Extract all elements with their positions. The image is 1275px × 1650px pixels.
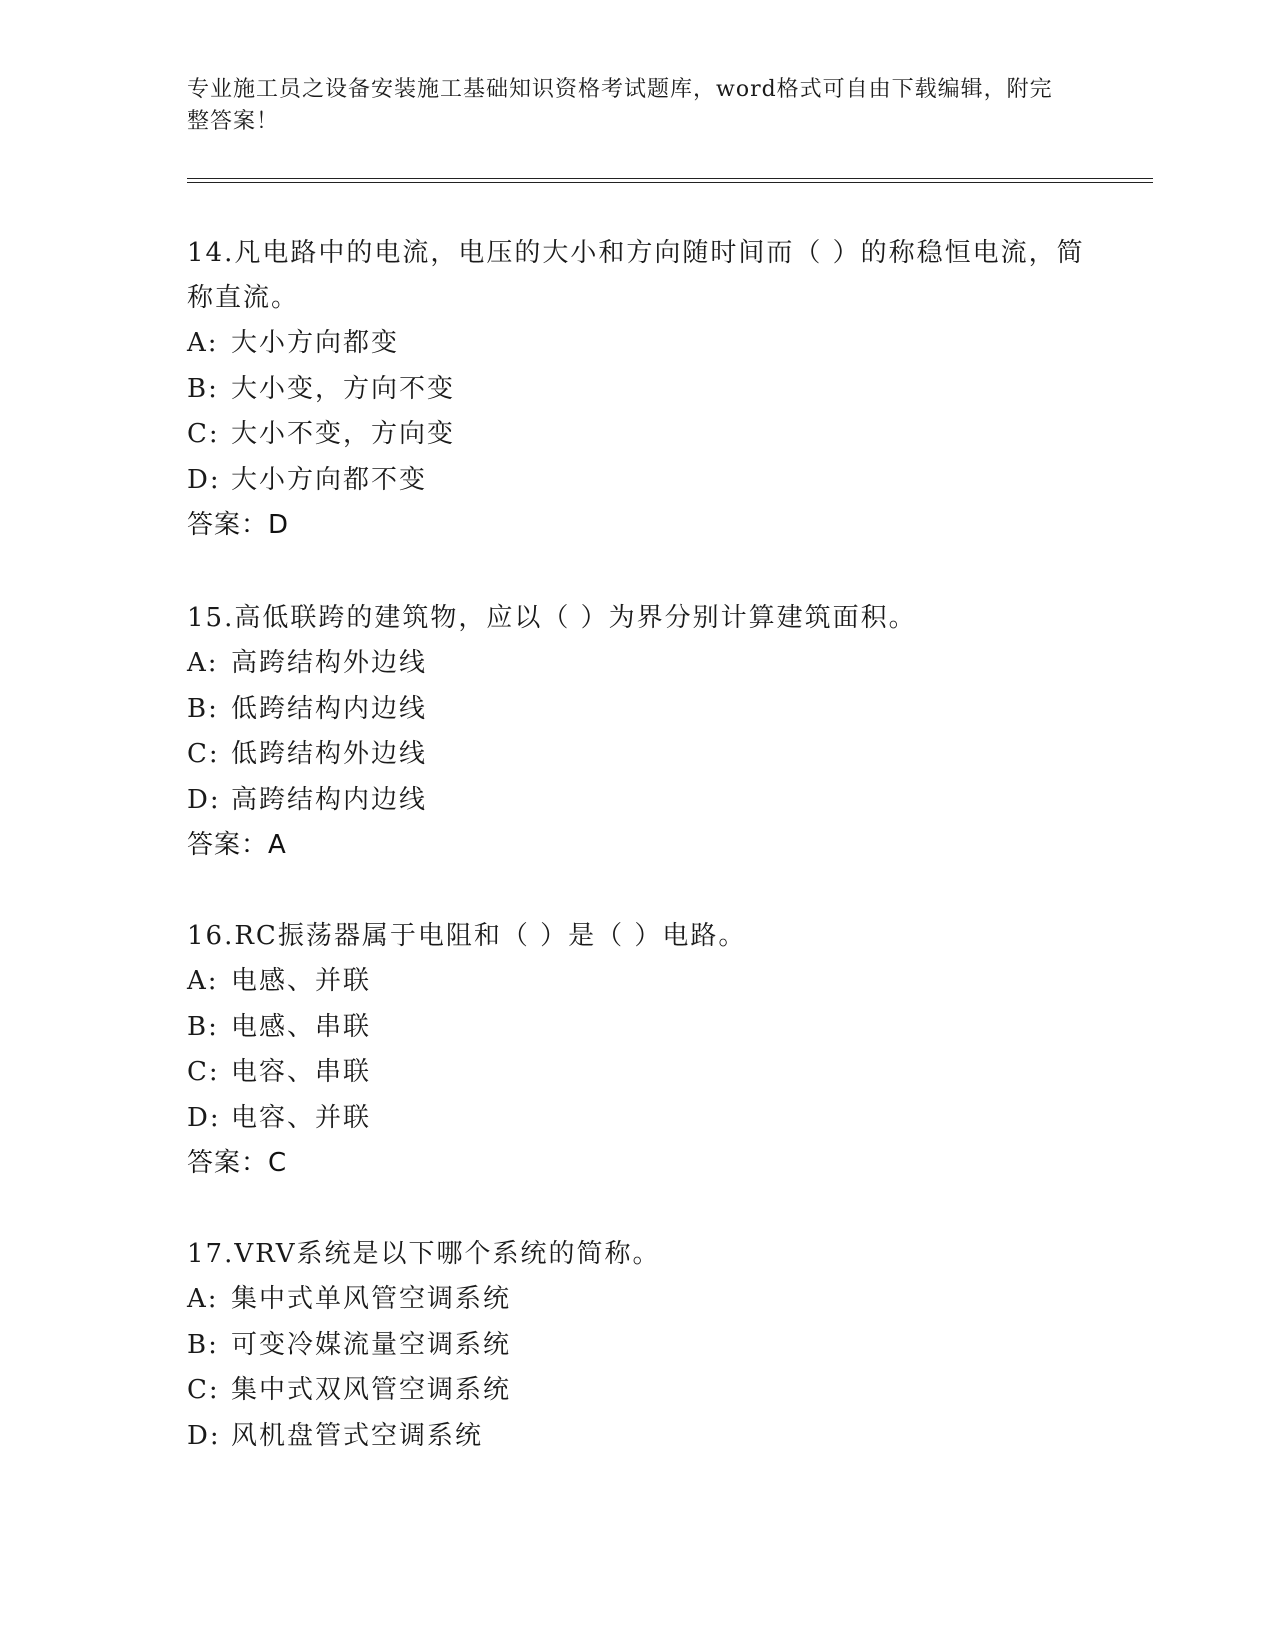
option-a <box>187 321 1087 367</box>
option-b <box>187 1005 1087 1051</box>
option-key: B: <box>187 373 219 404</box>
option-key: A: <box>187 328 219 358</box>
option-text: 低跨结构外边线 <box>231 739 428 769</box>
option-text: 高跨结构内边线 <box>231 784 428 815</box>
answer-line: 答案：D <box>187 510 290 540</box>
option-text: 集中式双风管空调系统 <box>231 1375 512 1405</box>
question-15 <box>187 596 1087 868</box>
option-key: A: <box>187 648 219 678</box>
option-c <box>187 732 1087 778</box>
option-text: 大小不变，方向变 <box>231 419 456 449</box>
option-key: C: <box>187 1057 220 1087</box>
option-text: 大小方向都变 <box>231 328 400 358</box>
option-key: A: <box>187 1284 219 1314</box>
option-text: 大小变，方向不变 <box>231 373 456 404</box>
answer-line: 答案：A <box>187 830 287 860</box>
option-key: D: <box>187 464 221 495</box>
question-17 <box>187 1232 1087 1459</box>
option-key: A: <box>187 966 219 996</box>
option-key: C: <box>187 1375 220 1405</box>
option-text: 可变冷媒流量空调系统 <box>231 1329 512 1360</box>
option-a <box>187 959 1087 1005</box>
option-d <box>187 1096 1087 1142</box>
option-text: 电感、并联 <box>231 966 372 996</box>
option-key: B: <box>187 693 219 724</box>
document-header: 专业施工员之设备安装施工基础知识资格考试题库，word格式可自由下载编辑，附完整答案！ <box>187 77 1053 134</box>
option-c <box>187 412 1087 458</box>
option-a <box>187 641 1087 687</box>
option-b <box>187 367 1087 413</box>
option-b <box>187 1323 1087 1369</box>
question-stem: 15.高低联跨的建筑物，应以（ ）为界分别计算建筑面积。 <box>187 603 917 633</box>
question-stem: 16.RC振荡器属于电阻和（ ）是（ ）电路。 <box>187 921 747 951</box>
question-stem: 17.VRV系统是以下哪个系统的简称。 <box>187 1239 661 1269</box>
question-14 <box>187 231 1087 548</box>
option-key: C: <box>187 739 220 769</box>
option-key: B: <box>187 1329 219 1360</box>
option-text: 集中式单风管空调系统 <box>231 1284 512 1314</box>
answer-line: 答案：C <box>187 1148 288 1178</box>
option-key: D: <box>187 784 221 815</box>
option-text: 低跨结构内边线 <box>231 693 428 724</box>
question-stem: 14.凡电路中的电流，电压的大小和方向随时间而（ ）的称稳恒电流，简称直流。 <box>187 238 1085 313</box>
option-c <box>187 1368 1087 1414</box>
option-key: D: <box>187 1420 221 1451</box>
option-text: 高跨结构外边线 <box>231 648 428 678</box>
option-d <box>187 1414 1087 1460</box>
option-d <box>187 778 1087 824</box>
option-c <box>187 1050 1087 1096</box>
option-text: 电感、串联 <box>231 1011 372 1042</box>
option-key: C: <box>187 419 220 449</box>
option-key: D: <box>187 1102 221 1133</box>
option-text: 风机盘管式空调系统 <box>231 1420 484 1451</box>
header-divider <box>187 178 1153 183</box>
option-a <box>187 1277 1087 1323</box>
option-text: 电容、串联 <box>231 1057 372 1087</box>
option-d <box>187 458 1087 504</box>
option-text: 电容、并联 <box>231 1102 372 1133</box>
option-key: B: <box>187 1011 219 1042</box>
option-text: 大小方向都不变 <box>231 464 428 495</box>
question-16 <box>187 914 1087 1186</box>
option-b <box>187 687 1087 733</box>
